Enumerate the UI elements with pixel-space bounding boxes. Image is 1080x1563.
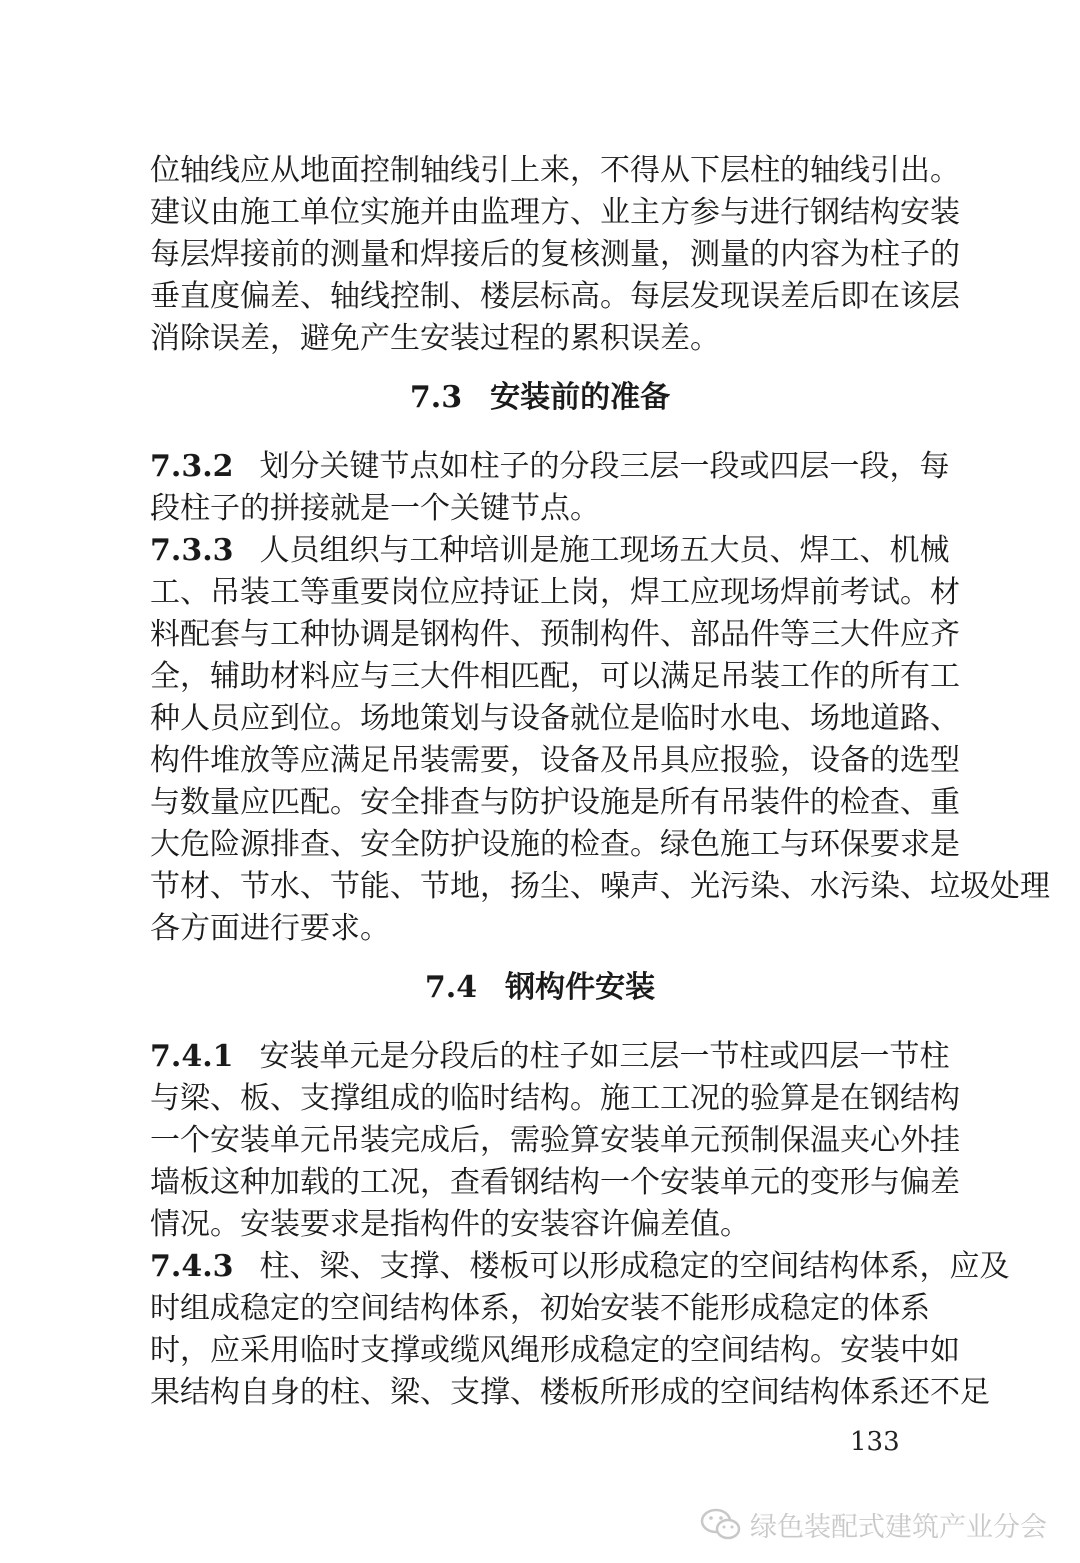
text-line: 各方面进行要求。	[150, 911, 390, 946]
section-heading-7-3	[150, 377, 930, 419]
text-line: 每层焊接前的测量和焊接后的复核测量，测量的内容为柱子的	[150, 237, 960, 272]
text-line: 果结构自身的柱、梁、支撑、楼板所形成的空间结构体系还不足	[150, 1375, 990, 1410]
text-line: 与梁、板、支撑组成的临时结构。施工工况的验算是在钢结构	[150, 1081, 960, 1116]
clause-text: 划分关键节点如柱子的分段三层一段或四层一段，每	[259, 449, 950, 484]
section-number: 7.3	[409, 380, 463, 415]
page-body	[150, 150, 1050, 1414]
clause-7-4-1	[150, 1036, 960, 1246]
text-line: 消除误差，避免产生安装过程的累积误差。	[150, 321, 720, 356]
text-line	[150, 446, 950, 488]
wechat-icon	[700, 1507, 742, 1541]
intro-paragraph	[150, 150, 960, 360]
text-line: 大危险源排查、安全防护设施的检查。绿色施工与环保要求是	[150, 827, 960, 862]
text-line: 位轴线应从地面控制轴线引上来，不得从下层柱的轴线引出。	[150, 153, 960, 188]
clause-7-3-3	[150, 530, 1050, 950]
text-line: 种人员应到位。场地策划与设备就位是临时水电、场地道路、	[150, 701, 960, 736]
clause-number: 7.3.2	[150, 449, 234, 484]
clause-number: 7.4.1	[150, 1039, 234, 1074]
clause-text: 人员组织与工种培训是施工现场五大员、焊工、机械	[259, 533, 950, 568]
clause-text: 柱、梁、支撑、楼板可以形成稳定的空间结构体系，应及	[259, 1249, 1010, 1284]
text-line: 全，辅助材料应与三大件相匹配，可以满足吊装工作的所有工	[150, 659, 960, 694]
clause-7-3-2	[150, 446, 950, 530]
section-number: 7.4	[424, 970, 478, 1005]
text-line: 料配套与工种协调是钢构件、预制构件、部品件等三大件应齐	[150, 617, 960, 652]
clause-7-4-3	[150, 1246, 1010, 1414]
text-line	[150, 530, 950, 572]
text-line: 段柱子的拼接就是一个关键节点。	[150, 491, 600, 526]
text-line: 时，应采用临时支撑或缆风绳形成稳定的空间结构。安装中如	[150, 1333, 960, 1368]
text-line: 情况。安装要求是指构件的安装容许偏差值。	[150, 1207, 750, 1242]
text-line	[150, 1246, 1010, 1288]
watermark-text: 绿色装配式建筑产业分会	[750, 1511, 1047, 1543]
text-line: 垂直度偏差、轴线控制、楼层标高。每层发现误差后即在该层	[150, 279, 960, 314]
section-title: 钢构件安装	[505, 970, 656, 1005]
page-number: 133	[850, 1427, 900, 1457]
text-line	[150, 1036, 950, 1078]
text-line: 节材、节水、节能、节地，扬尘、噪声、光污染、水污染、垃圾处理	[150, 869, 1050, 904]
text-line: 构件堆放等应满足吊装需要，设备及吊具应报验，设备的选型	[150, 743, 960, 778]
clause-number: 7.4.3	[150, 1249, 234, 1284]
clause-number: 7.3.3	[150, 533, 234, 568]
text-line: 墙板这种加载的工况，查看钢结构一个安装单元的变形与偏差	[150, 1165, 960, 1200]
text-line: 建议由施工单位实施并由监理方、业主方参与进行钢结构安装	[150, 195, 960, 230]
text-line: 与数量应匹配。安全排查与防护设施是所有吊装件的检查、重	[150, 785, 960, 820]
text-line: 一个安装单元吊装完成后，需验算安装单元预制保温夹心外挂	[150, 1123, 960, 1158]
text-line: 时组成稳定的空间结构体系，初始安装不能形成稳定的体系	[150, 1291, 930, 1326]
text-line: 工、吊装工等重要岗位应持证上岗，焊工应现场焊前考试。材	[150, 575, 960, 610]
clause-text: 安装单元是分段后的柱子如三层一节柱或四层一节柱	[259, 1039, 950, 1074]
watermark	[700, 1500, 1047, 1548]
section-heading-7-4	[150, 967, 930, 1009]
section-title: 安装前的准备	[490, 380, 671, 415]
